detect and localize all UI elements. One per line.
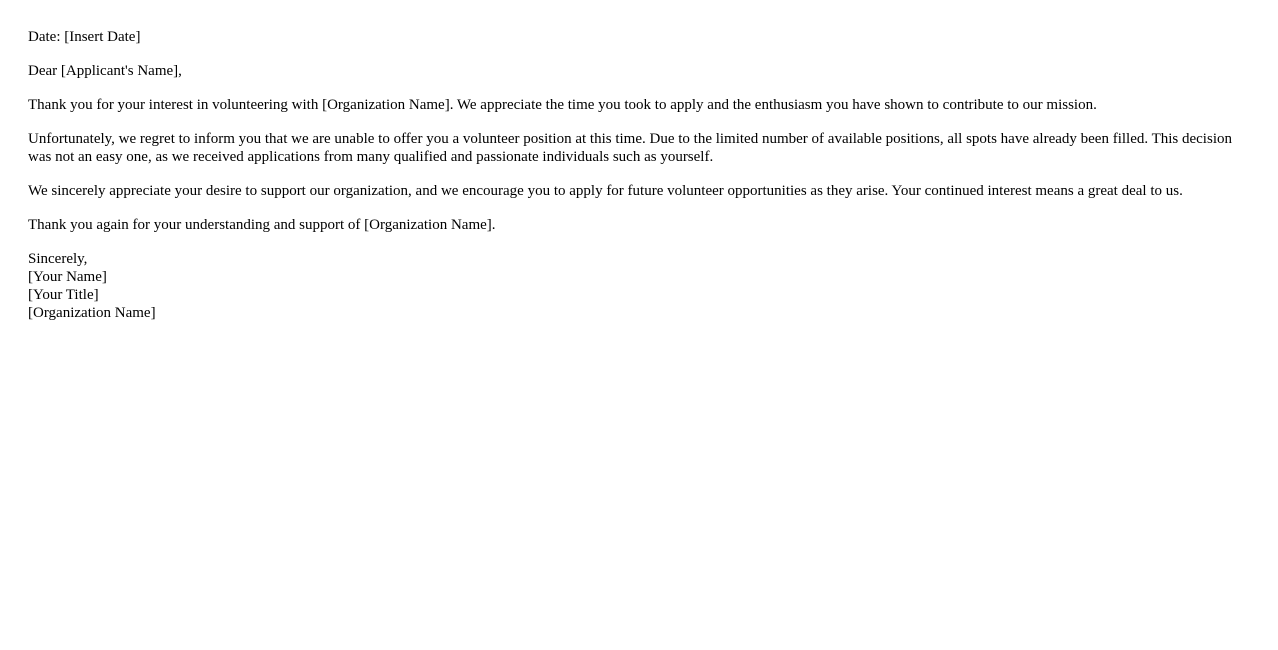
letter-body bbox=[28, 28, 1250, 322]
signature-block bbox=[28, 250, 1250, 322]
signature-organization: [Organization Name] bbox=[28, 305, 156, 321]
paragraph-closing-thanks: Thank you again for your understanding and support of [Organization Name]. bbox=[28, 217, 496, 233]
salutation: Dear [Applicant's Name], bbox=[28, 63, 182, 79]
paragraph-decision: Unfortunately, we regret to inform you that we are unable to offer you a volunteer position at this time. Due to the limited number of available positions, all spots have already been filled. This decision was not an easy one, as we received applications from many qualified and passionate individuals such as yourself. bbox=[28, 131, 1232, 165]
signature-title: [Your Title] bbox=[28, 287, 99, 303]
date-line: Date: [Insert Date] bbox=[28, 29, 141, 45]
paragraph-thank-you: Thank you for your interest in volunteering with [Organization Name]. We appreciate the time you took to apply and the enthusiasm you have shown to contribute to our mission. bbox=[28, 97, 1097, 113]
paragraph-encouragement: We sincerely appreciate your desire to support our organization, and we encourage you to apply for future volunteer opportunities as they arise. Your continued interest means a great deal to us. bbox=[28, 183, 1183, 199]
signature-name: [Your Name] bbox=[28, 269, 107, 285]
signature-closing: Sincerely, bbox=[28, 251, 88, 267]
